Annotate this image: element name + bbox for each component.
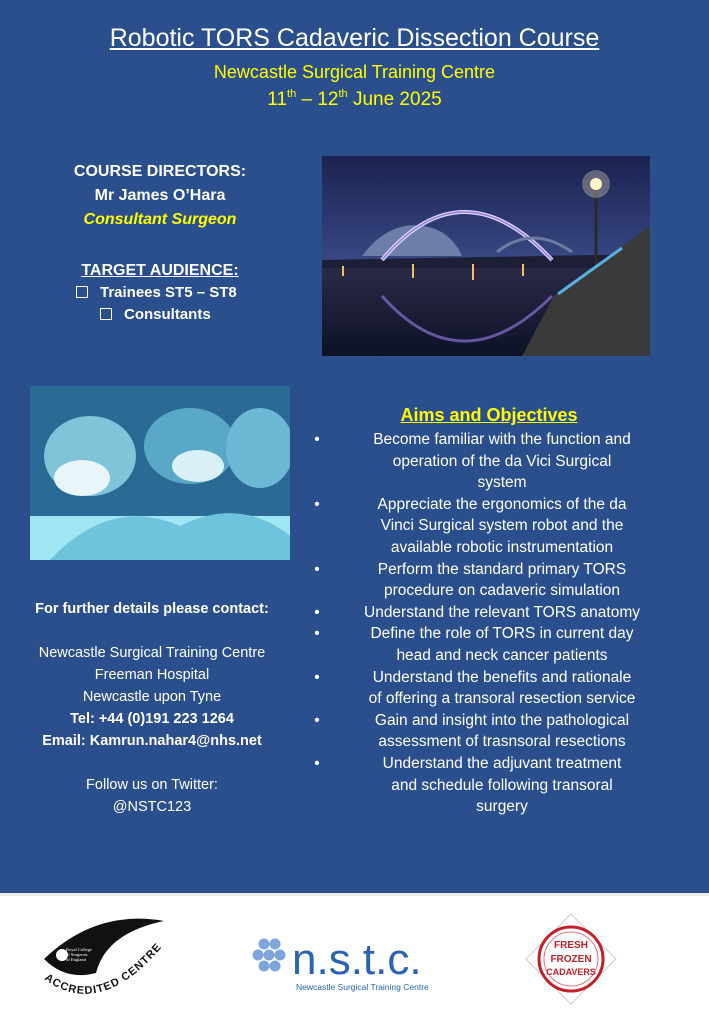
contact-block bbox=[16, 598, 288, 818]
aim-item: • Appreciate the ergonomics of the da Vinci Surgical system robot and the available robotic instrumentation bbox=[314, 495, 627, 556]
venue-subtitle: Newcastle Surgical Training Centre bbox=[213, 62, 496, 82]
course-title: Robotic TORS Cadaveric Dissection Course bbox=[109, 24, 600, 52]
audience-item: Consultants bbox=[40, 304, 280, 326]
directors-heading: COURSE DIRECTORS: bbox=[73, 163, 247, 180]
contact-phone: Tel: +44 (0)191 223 1264 bbox=[70, 711, 234, 727]
nstc-wordmark: n.s.t.c. bbox=[292, 935, 422, 984]
nstc-subtitle: Newcastle Surgical Training Centre bbox=[296, 982, 429, 992]
director-name: Mr James O’Hara bbox=[94, 187, 226, 204]
director-role: Consultant Surgeon bbox=[83, 211, 237, 228]
fresh-frozen-cadavers-logo bbox=[524, 912, 618, 1006]
contact-line: Newcastle Surgical Training Centre bbox=[38, 645, 266, 661]
twitter-label: Follow us on Twitter: bbox=[86, 777, 218, 793]
nstc-logo bbox=[244, 924, 444, 1000]
aim-item: • Understand the adjuvant treatment and schedule following transoral surgery bbox=[314, 754, 622, 816]
stamp-line: CADAVERS bbox=[546, 967, 596, 977]
contact-heading: For further details please contact: bbox=[35, 601, 269, 617]
contact-email: Email: Kamrun.nahar4@nhs.net bbox=[42, 733, 262, 749]
aims-heading: Aims and Objectives bbox=[400, 405, 578, 425]
newcastle-bridge-photo bbox=[322, 156, 650, 356]
aim-item: • Perform the standard primary TORS procedure on cadaveric simulation bbox=[314, 560, 627, 600]
rcs-line: of Surgeons bbox=[66, 952, 88, 957]
rcs-arc-text: ACCREDITED CENTRE bbox=[42, 940, 165, 998]
aim-item: • Become familiar with the function and operation of the da Vici Surgical system bbox=[314, 431, 631, 492]
stamp-line: FROZEN bbox=[550, 954, 592, 965]
contact-line: Freeman Hospital bbox=[94, 667, 210, 683]
target-audience bbox=[40, 262, 280, 326]
course-directors bbox=[40, 160, 280, 232]
rcs-accredited-centre-logo bbox=[36, 915, 186, 1015]
nstc-flower-icon bbox=[253, 939, 286, 972]
aim-item: • Define the role of TORS in current day head and neck cancer patients bbox=[314, 625, 634, 664]
aim-item: • Understand the relevant TORS anatomy bbox=[314, 603, 640, 621]
aim-item: • Understand the benefits and rationale of offering a transoral resection service bbox=[314, 668, 636, 708]
checkbox-icon bbox=[76, 286, 88, 298]
course-dates: 11th – 12th June 2025 bbox=[267, 88, 442, 110]
rcs-line: Royal College bbox=[66, 947, 92, 952]
audience-heading: TARGET AUDIENCE: bbox=[81, 262, 239, 279]
surgeons-photo bbox=[30, 386, 290, 560]
twitter-handle: @NSTC123 bbox=[112, 799, 192, 815]
rcs-line: of England bbox=[66, 957, 86, 962]
checkbox-icon bbox=[100, 308, 112, 320]
stamp-line: FRESH bbox=[554, 940, 588, 951]
aim-item: • Gain and insight into the pathological assessment of trasnsoral resections bbox=[314, 711, 630, 751]
contact-line: Newcastle upon Tyne bbox=[82, 689, 222, 705]
audience-item: Trainees ST5 – ST8 bbox=[40, 282, 280, 304]
aims-objectives bbox=[304, 403, 674, 818]
